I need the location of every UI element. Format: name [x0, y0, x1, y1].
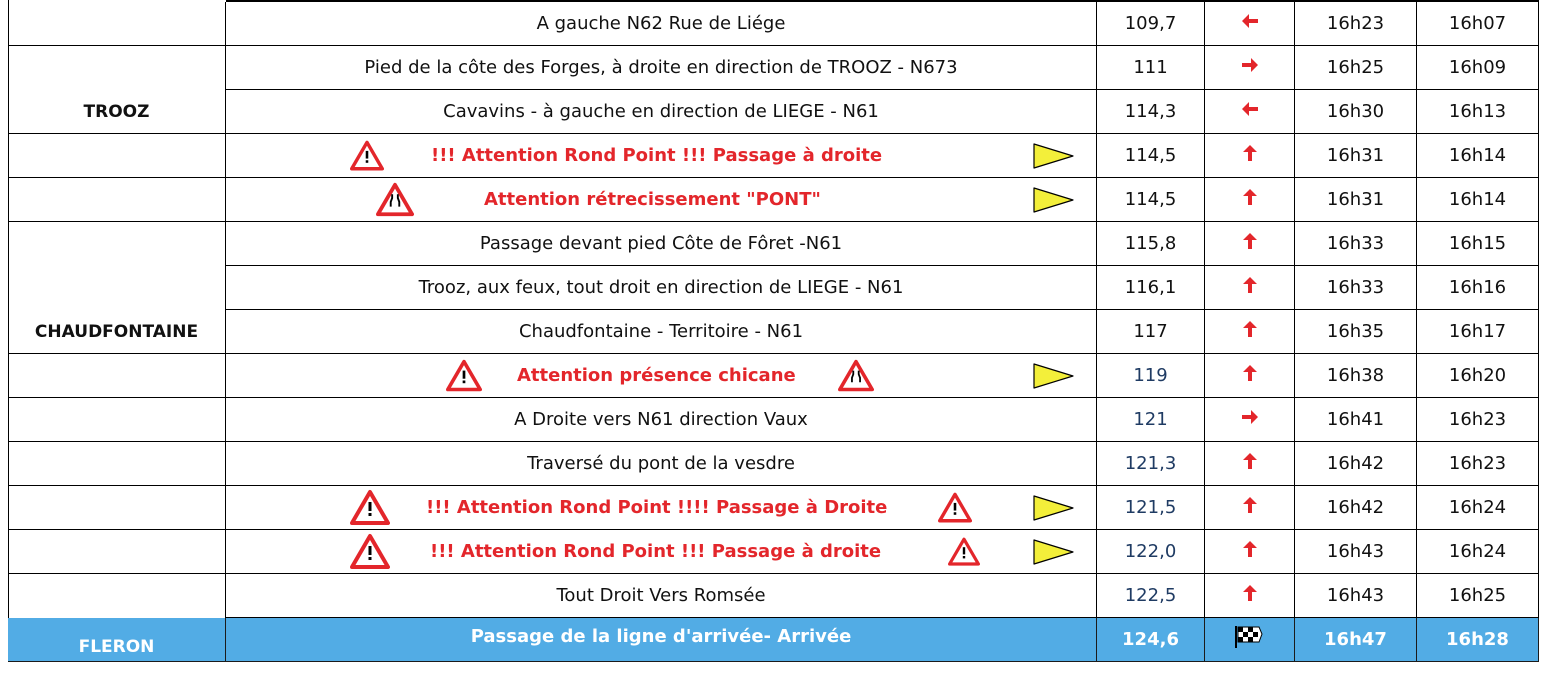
table-row	[8, 90, 1539, 134]
description-text: Cavavins - à gauche en direction de LIEGE - N61	[443, 101, 879, 122]
table-row	[8, 46, 1539, 90]
arrow-up-icon	[1241, 145, 1259, 166]
table-row	[8, 486, 1539, 530]
description-cell	[226, 46, 1097, 90]
description-text: !!! Attention Rond Point !!!! Passage à Droite	[426, 497, 888, 518]
table-row	[8, 2, 1539, 46]
time-fast-cell: 16h35	[1295, 310, 1417, 354]
warning-triangle-icon	[350, 139, 384, 178]
time-slow-cell: 16h09	[1417, 46, 1539, 90]
description-text: Passage devant pied Côte de Fôret -N61	[479, 233, 843, 254]
time-fast-cell: 16h42	[1295, 442, 1417, 486]
direction-cell	[1205, 354, 1295, 398]
description-cell	[226, 266, 1097, 310]
km-cell: 124,6	[1097, 618, 1205, 662]
direction-cell	[1205, 398, 1295, 442]
location-cell	[8, 530, 226, 574]
km-cell: 109,7	[1097, 2, 1205, 46]
km-cell: 121,3	[1097, 442, 1205, 486]
description-text: Traversé du pont de la vesdre	[527, 453, 795, 474]
table-row	[8, 354, 1539, 398]
arrow-up-icon	[1241, 541, 1259, 562]
table-row	[8, 222, 1539, 266]
location-cell	[8, 486, 226, 530]
km-cell: 122,0	[1097, 530, 1205, 574]
arrow-right-icon	[1241, 57, 1259, 78]
time-fast-cell: 16h41	[1295, 398, 1417, 442]
description-cell	[226, 398, 1097, 442]
road-narrows-icon	[838, 358, 874, 399]
time-slow-cell: 16h15	[1417, 222, 1539, 266]
warning-triangle-icon	[948, 536, 980, 573]
table-row	[8, 442, 1539, 486]
direction-cell	[1205, 178, 1295, 222]
time-fast-cell: 16h33	[1295, 266, 1417, 310]
time-fast-cell: 16h31	[1295, 178, 1417, 222]
arrow-right-icon	[1241, 409, 1259, 430]
description-cell	[226, 486, 1097, 530]
table-row	[8, 398, 1539, 442]
checkered-flag-icon	[1232, 624, 1268, 655]
time-slow-cell: 16h20	[1417, 354, 1539, 398]
table-row	[8, 574, 1539, 618]
location-cell: CHAUDFONTAINE	[8, 310, 226, 354]
arrow-up-icon	[1241, 321, 1259, 342]
location-cell	[8, 134, 226, 178]
arrow-up-icon	[1241, 453, 1259, 474]
description-cell: Passage de la ligne d'arrivée- Arrivée	[226, 618, 1097, 662]
roadbook-table	[8, 0, 1539, 664]
arrow-up-icon	[1241, 497, 1259, 518]
description-text: !!! Attention Rond Point !!! Passage à droite	[431, 145, 883, 166]
description-text: Attention rétrecissement "PONT"	[484, 189, 821, 210]
description-cell	[226, 530, 1097, 574]
time-slow-cell: 16h24	[1417, 530, 1539, 574]
arrow-up-icon	[1241, 277, 1259, 298]
direction-cell	[1205, 486, 1295, 530]
road-narrows-icon	[376, 181, 414, 224]
description-text: A gauche N62 Rue de Liége	[536, 13, 786, 34]
time-slow-cell: 16h14	[1417, 134, 1539, 178]
time-slow-cell: 16h07	[1417, 2, 1539, 46]
description-cell	[226, 574, 1097, 618]
time-fast-cell: 16h31	[1295, 134, 1417, 178]
arrow-left-icon	[1241, 101, 1259, 122]
direction-cell	[1205, 222, 1295, 266]
time-fast-cell: 16h38	[1295, 354, 1417, 398]
arrow-up-icon	[1241, 585, 1259, 606]
km-cell: 122,5	[1097, 574, 1205, 618]
time-slow-cell: 16h16	[1417, 266, 1539, 310]
yellow-flag-icon	[1033, 187, 1075, 218]
time-fast-cell: 16h25	[1295, 46, 1417, 90]
table-row	[8, 530, 1539, 574]
yellow-flag-icon	[1033, 539, 1075, 570]
time-slow-cell: 16h28	[1417, 618, 1539, 662]
description-text: Pied de la côte des Forges, à droite en direction de TROOZ - N673	[364, 57, 958, 78]
km-cell: 114,5	[1097, 134, 1205, 178]
time-slow-cell: 16h23	[1417, 398, 1539, 442]
arrow-up-icon	[1241, 365, 1259, 386]
direction-cell	[1205, 90, 1295, 134]
yellow-flag-icon	[1033, 495, 1075, 526]
warning-triangle-icon	[446, 358, 482, 399]
location-cell	[8, 354, 226, 398]
km-cell: 121	[1097, 398, 1205, 442]
table-row	[8, 178, 1539, 222]
direction-cell	[1205, 134, 1295, 178]
location-cell: TROOZ	[8, 90, 226, 134]
direction-cell	[1205, 574, 1295, 618]
direction-cell	[1205, 266, 1295, 310]
time-slow-cell: 16h14	[1417, 178, 1539, 222]
yellow-flag-icon	[1033, 363, 1075, 394]
arrow-left-icon	[1241, 13, 1259, 34]
description-text: Tout Droit Vers Romsée	[556, 585, 766, 606]
time-slow-cell: 16h23	[1417, 442, 1539, 486]
time-fast-cell: 16h43	[1295, 530, 1417, 574]
location-cell	[8, 442, 226, 486]
table-row	[8, 134, 1539, 178]
direction-cell	[1205, 2, 1295, 46]
time-fast-cell: 16h43	[1295, 574, 1417, 618]
location-cell	[8, 266, 226, 310]
km-cell: 119	[1097, 354, 1205, 398]
location-cell	[8, 222, 226, 266]
time-slow-cell: 16h13	[1417, 90, 1539, 134]
direction-cell	[1205, 618, 1295, 662]
time-fast-cell: 16h42	[1295, 486, 1417, 530]
km-cell: 116,1	[1097, 266, 1205, 310]
yellow-flag-icon	[1033, 143, 1075, 174]
location-cell	[8, 2, 226, 46]
description-cell	[226, 134, 1097, 178]
location-cell	[8, 178, 226, 222]
location-cell: FLERON	[8, 618, 226, 662]
description-text: !!! Attention Rond Point !!! Passage à droite	[430, 541, 882, 562]
direction-cell	[1205, 530, 1295, 574]
location-cell	[8, 46, 226, 90]
description-cell	[226, 222, 1097, 266]
time-slow-cell: 16h17	[1417, 310, 1539, 354]
km-cell: 114,3	[1097, 90, 1205, 134]
description-cell	[226, 178, 1097, 222]
arrow-up-icon	[1241, 189, 1259, 210]
description-text: Trooz, aux feux, tout droit en direction de LIEGE - N61	[418, 277, 904, 298]
description-text: A Droite vers N61 direction Vaux	[514, 409, 808, 430]
km-cell: 115,8	[1097, 222, 1205, 266]
description-cell	[226, 310, 1097, 354]
time-fast-cell: 16h33	[1295, 222, 1417, 266]
km-cell: 121,5	[1097, 486, 1205, 530]
warning-triangle-icon	[350, 532, 390, 577]
description-text: Chaudfontaine - Territoire - N61	[518, 321, 804, 342]
direction-cell	[1205, 310, 1295, 354]
km-cell: 114,5	[1097, 178, 1205, 222]
location-cell	[8, 574, 226, 618]
direction-cell	[1205, 46, 1295, 90]
arrow-up-icon	[1241, 233, 1259, 254]
description-cell	[226, 354, 1097, 398]
time-slow-cell: 16h25	[1417, 574, 1539, 618]
warning-triangle-icon	[938, 491, 972, 530]
time-fast-cell: 16h23	[1295, 2, 1417, 46]
direction-cell	[1205, 442, 1295, 486]
warning-triangle-icon	[350, 488, 390, 533]
description-cell	[226, 442, 1097, 486]
time-fast-cell: 16h30	[1295, 90, 1417, 134]
finish-row	[8, 618, 1539, 662]
km-cell: 117	[1097, 310, 1205, 354]
location-cell	[8, 398, 226, 442]
description-cell	[226, 90, 1097, 134]
description-cell	[226, 2, 1097, 46]
description-text: Attention présence chicane	[517, 365, 796, 386]
time-fast-cell: 16h47	[1295, 618, 1417, 662]
time-slow-cell: 16h24	[1417, 486, 1539, 530]
table-row	[8, 310, 1539, 354]
km-cell: 111	[1097, 46, 1205, 90]
table-row	[8, 266, 1539, 310]
